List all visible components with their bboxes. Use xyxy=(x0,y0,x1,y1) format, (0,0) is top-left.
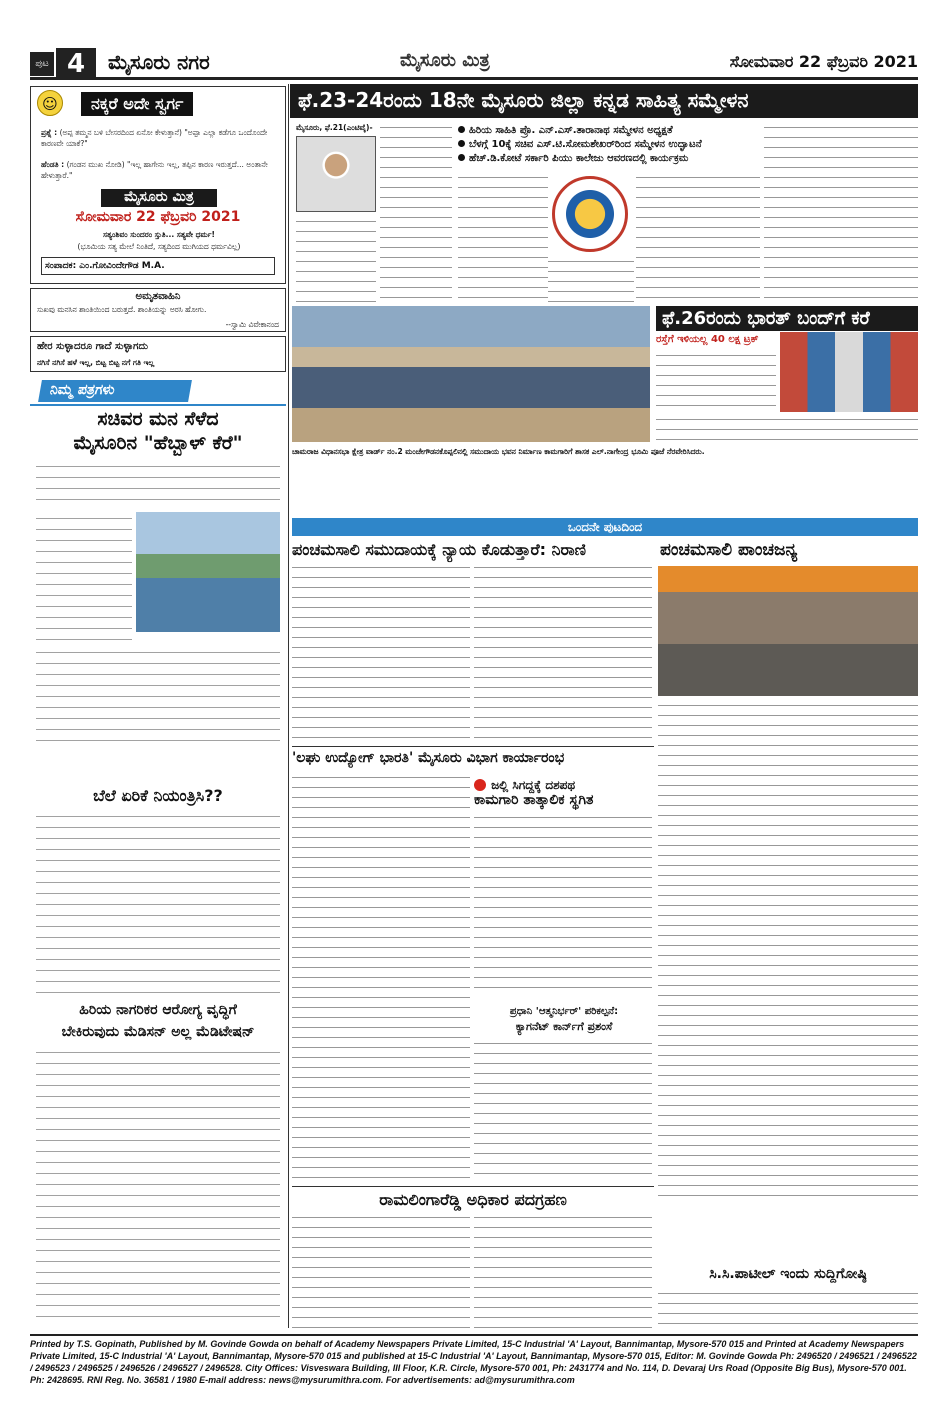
photo-caption: ಚಾಮರಾಜ ವಿಧಾನಸಭಾ ಕ್ಷೇತ್ರ ವಾರ್ಡ್ ನಂ.2 ಮಂಚೇಗೌಡನಕೊಪ್ಪಲಿನಲ್ಲಿ ಸಮುದಾಯ ಭವನ ನಿರ್ಮಾಣ ಕಾಮಗಾರಿಗೆ ಶಾಸಕ ಎಲ್.ನಾಗೇಂದ್ರ ಭೂಮಿ ಪೂಜೆ ನೆರವೇರಿಸಿದರು. xyxy=(292,447,705,456)
page-masthead xyxy=(30,48,918,80)
panchamasali-headline: ಪಂಚಮಸಾಲಿ ಸಮುದಾಯಕ್ಕೆ ನ್ಯಾಯ ಕೊಡುತ್ತಾರೆ: ನಿರಾಣಿ xyxy=(292,540,586,559)
lead-body-4 xyxy=(548,256,634,302)
imprint-footer: Printed by T.S. Gopinath, Published by M. Govinde Gowda on behalf of Academy Newspapers Private Limited, 15-C Industrial 'A' Layout, Bannimantap, Mysore-570 015 and Printed at Academy Newspapers Private Limited, 15-C Industrial 'A' Layout, Bannimantap, Mysore-570 015 and published at 15-C Industrial 'A' Layout, Bannimantap, Mysore-570 015, Editor: M. Govinde Gowda Ph: 2496520 / 2496521 / 2496522 / 2496523 / 2496525 / 2496526 / 2496527 / 2496528. City Offices: Visveswara Building, III Floor, K.R. Circle, Mysore-570 001, Ph: 2431774 and No. 114, D. Devaraj Urs Road (Opposite Big Bus), Mysore-570 001. Ph: 2428695. RNI Reg. No. 36581 / 1980 E-mail address: news@mysurumithra.com. For advertisements: ad@mysurumithra.com xyxy=(30,1334,918,1386)
quote-title: ಅಮೃತವಾಹಿನಿ xyxy=(135,291,181,302)
bandh-body-1 xyxy=(656,350,776,412)
lead-body-6 xyxy=(764,122,918,302)
lagu-udyog-headline: 'ಲಘು ಉದ್ಯೋಗ್ ಭಾರತಿ' ಮೈಸೂರು ವಿಭಾಗ ಕಾರ್ಯಾರಂಭ xyxy=(292,750,565,766)
proverb-box xyxy=(30,336,286,372)
panchamasali-body-2 xyxy=(474,562,652,742)
jalli-subheadline: ಕಾಮಗಾರಿ ತಾತ್ಕಾಲಿಕ ಸ್ಥಗಿತ xyxy=(474,792,594,808)
letter1-body xyxy=(36,460,280,510)
author-portrait xyxy=(296,136,376,212)
brand-tagline: ಸತ್ಯಂಶಿವಂ ಸುಂದರಂ ಸ್ತುತಿ... ಸತ್ಯವೇ ಧರ್ಮ! xyxy=(103,230,215,239)
bhoomi-pooja-photo xyxy=(292,306,650,442)
letters-banner-label: ನಿಮ್ಮ ಪತ್ರಗಳು xyxy=(48,382,117,398)
lead-bullet-1 xyxy=(458,124,758,138)
bullet-icon xyxy=(458,140,465,147)
bandh-body-2 xyxy=(656,414,918,444)
letter3-subheadline: ಬೇಕಿರುವುದು ಮೆಡಿಸನ್ ಅಲ್ಲ ಮೆಡಿಟೇಷನ್ xyxy=(61,1024,255,1040)
joke-box xyxy=(30,86,286,284)
lead-bullets xyxy=(458,124,758,166)
trucks-photo xyxy=(780,332,918,412)
proverb-line: ಹೇರ ಸುಳ್ಳಾದರೂ ಗಾದೆ ಸುಳ್ಳಾಗದು xyxy=(37,341,149,352)
joke-question xyxy=(41,127,277,149)
quote-text: ಸುಖವು ಮನಸಿನ ಶಾಂತಿಯಿಂದ ಬರುತ್ತದೆ. ಶಾಂತಿಯನ್ನು ಅರಸಿ ಹೋಗು. xyxy=(37,305,207,314)
answer-label: ಹೆಂಡತಿ : xyxy=(41,160,65,169)
page-number: 4 xyxy=(56,48,96,80)
letter1-body-rest xyxy=(36,646,280,748)
letter1-subheadline: ಮೈಸೂರಿನ "ಹೆಬ್ಬಾಳ್ ಕೆರೆ" xyxy=(73,432,243,454)
brand-date: ಸೋಮವಾರ 22 ಫೆಬ್ರವರಿ 2021 xyxy=(75,209,241,225)
section-rule xyxy=(292,746,654,747)
jalli-story xyxy=(474,774,654,793)
ramalinga-body-2 xyxy=(474,1212,652,1328)
lead-body-5 xyxy=(636,172,760,302)
joke-answer xyxy=(41,159,277,181)
issue-date: ಸೋಮವಾರ 22 ಫೆಬ್ರವರಿ 2021 xyxy=(729,52,918,71)
ramalinga-headline: ರಾಮಲಿಂಗಾರೆಡ್ಡಿ ಅಧಿಕಾರ ಪದಗ್ರಹಣ xyxy=(379,1190,567,1209)
page-label: ಪುಟ xyxy=(30,52,54,76)
patil-headline: ಸಿ.ಸಿ.ಪಾಟೀಲ್ ಇಂದು ಸುದ್ದಿಗೋಷ್ಠಿ xyxy=(709,1266,867,1282)
lagu-udyog-body xyxy=(292,772,470,1182)
brand-logo: ಮೈಸೂರು ಮಿತ್ರ xyxy=(101,189,217,207)
panchajanya-body xyxy=(658,700,918,1200)
lead-body-2 xyxy=(380,122,452,302)
letter2-body xyxy=(36,810,280,1000)
section-title: ಮೈಸೂರು ನಗರ xyxy=(108,50,210,74)
quote-author: --ಸ್ವಾಮಿ ವಿವೇಕಾನಂದ xyxy=(225,320,279,329)
lead-bullet-3 xyxy=(458,152,758,166)
paper-name: ಮೈಸೂರು ಮಿತ್ರ xyxy=(400,50,490,71)
award-headline: ಪ್ರಧಾನಿ 'ಆತ್ಮನಿರ್ಭರ್' ಪರಿಕಲ್ಪನೆ: xyxy=(509,1006,619,1017)
banner-rule xyxy=(30,404,286,406)
lead-bullet-2 xyxy=(458,138,758,152)
brand-subtagline: (ಭೂಮಿಯ ಸತ್ಯ ಮೇಲೆ ನಿಂತಿದೆ, ಸತ್ಯದಿಂದ ಮುಗಿಯದ ಧರ್ಮವಿಲ್ಲ) xyxy=(77,242,241,251)
quote-box xyxy=(30,288,286,332)
patil-body xyxy=(658,1288,918,1328)
panchamasali-body-1 xyxy=(292,562,470,742)
letter1-headline: ಸಚಿವರ ಮನ ಸೆಳೆದ xyxy=(97,408,219,430)
bullet-text: ಬೆಳಗ್ಗೆ 10ಕ್ಕೆ ಸಚಿವ ಎಸ್.ಟಿ.ಸೋಮಶೇಖರ್‌ರಿಂದ ಸಮ್ಮೇಳನ ಉದ್ಘಾಟನೆ xyxy=(469,139,702,150)
rally-photo xyxy=(658,566,918,696)
smiley-icon: ☺ xyxy=(37,90,63,116)
award-subheadline: ಕ್ಯಾಗನೆಟ್ ಕಾರ್ನ್‌ಗೆ ಪ್ರಶಂಸೆ xyxy=(515,1020,613,1033)
bandh-subheadline: ರಸ್ತೆಗೆ ಇಳಿಯಲ್ಲ 40 ಲಕ್ಷ ಟ್ರಕ್ xyxy=(656,334,759,345)
lead-body-1 xyxy=(296,216,376,302)
sahitya-parishat-emblem xyxy=(552,176,628,252)
question-text: (ಅಪ್ಪ ತಮ್ಮನ ಬಳಿ ಬೇಸರದಿಂದ ಏನೋ ಕೇಳುತ್ತಾನೆ) "ಅಪ್ಪಾ ಎಲ್ಲಾ ಕಡೆಗೂ ಒಂದೊಂದೇ ಕಾರಣವೇ ಯಾಕೆ?" xyxy=(41,128,268,148)
bullet-text: ಹೆಚ್.ಡಿ.ಕೋಟೆ ಸರ್ಕಾರಿ ಪಿಯು ಕಾಲೇಜು ಆವರಣದಲ್ಲಿ ಕಾರ್ಯಕ್ರಮ xyxy=(469,153,689,164)
lead-body-3 xyxy=(458,172,548,302)
proverb-subline: ನಗಿಸೆ ನಗಿಸೆ ಹಳೆ ಇಲ್ಲ, ಬಿಟ್ಟ ಬಿಟ್ಟ ನಗೆ ಗತಿ ಇಲ್ಲ xyxy=(37,358,155,367)
lake-photo xyxy=(136,512,280,632)
continued-bar: ಒಂದನೇ ಪುಟದಿಂದ xyxy=(292,518,918,536)
bullet-icon xyxy=(458,154,465,161)
answer-text: (ಗಂಡನ ಮುಖ ನೋಡಿ) "ಇಲ್ಲ ಹಾಗೇನು ಇಲ್ಲ, ತಪ್ಪಿನ ಕಾರಣ ಇರುತ್ತದೆ... ಅಂತಾನೇ ಹೇಳುತ್ತಾರೆ." xyxy=(41,160,268,180)
section-rule-2 xyxy=(292,1186,654,1187)
letters-banner xyxy=(38,380,192,402)
bandh-headline: ಫೆ.26ರಂದು ಭಾರತ್ ಬಂದ್‌ಗೆ ಕರೆ xyxy=(656,306,918,331)
column-rule xyxy=(288,84,289,1328)
award-body xyxy=(474,1038,652,1182)
editor-line: ಸಂಪಾದಕ: ಎಂ.ಗೋವಿಂದೇಗೌಡ M.A. xyxy=(41,257,275,275)
letter2-headline: ಬೆಲೆ ಏರಿಕೆ ನಿಯಂತ್ರಿಸಿ?? xyxy=(93,786,223,805)
red-dot-icon xyxy=(474,779,486,791)
bullet-icon xyxy=(458,126,465,133)
letter1-body-left xyxy=(36,512,132,644)
ramalinga-body-1 xyxy=(292,1212,470,1328)
letter3-body xyxy=(36,1046,280,1326)
question-label: ಪ್ರಶ್ನೆ : xyxy=(41,128,58,137)
panchajanya-headline: ಪಂಚಮಸಾಲಿ ಪಾಂಚಜನ್ಯ xyxy=(660,540,798,560)
bullet-text: ಹಿರಿಯ ಸಾಹಿತಿ ಪ್ರೊ. ಎನ್.ಎಸ್.ತಾರಾನಾಥ ಸಮ್ಮೇಳನ ಅಧ್ಯಕ್ಷತೆ xyxy=(469,125,673,136)
joke-title: ನಕ್ಕರೆ ಅದೇ ಸ್ವರ್ಗ xyxy=(81,92,193,116)
lead-headline: ಫೆ.23-24ರಂದು 18ನೇ ಮೈಸೂರು ಜಿಲ್ಲಾ ಕನ್ನಡ ಸಾಹಿತ್ಯ ಸಮ್ಮೇಳನ xyxy=(290,84,918,118)
lead-dateline: ಮೈಸೂರು, ಫೆ.21(ಎಂಟಿವೈ)- xyxy=(296,123,373,132)
jalli-body xyxy=(474,812,652,992)
letter3-headline: ಹಿರಿಯ ನಾಗರಿಕರ ಆರೋಗ್ಯ ವೃದ್ಧಿಗೆ xyxy=(79,1002,237,1018)
jalli-headline: ಜಲ್ಲಿ ಸಿಗದ್ದಕ್ಕೆ ದಶಪಥ xyxy=(491,778,576,792)
